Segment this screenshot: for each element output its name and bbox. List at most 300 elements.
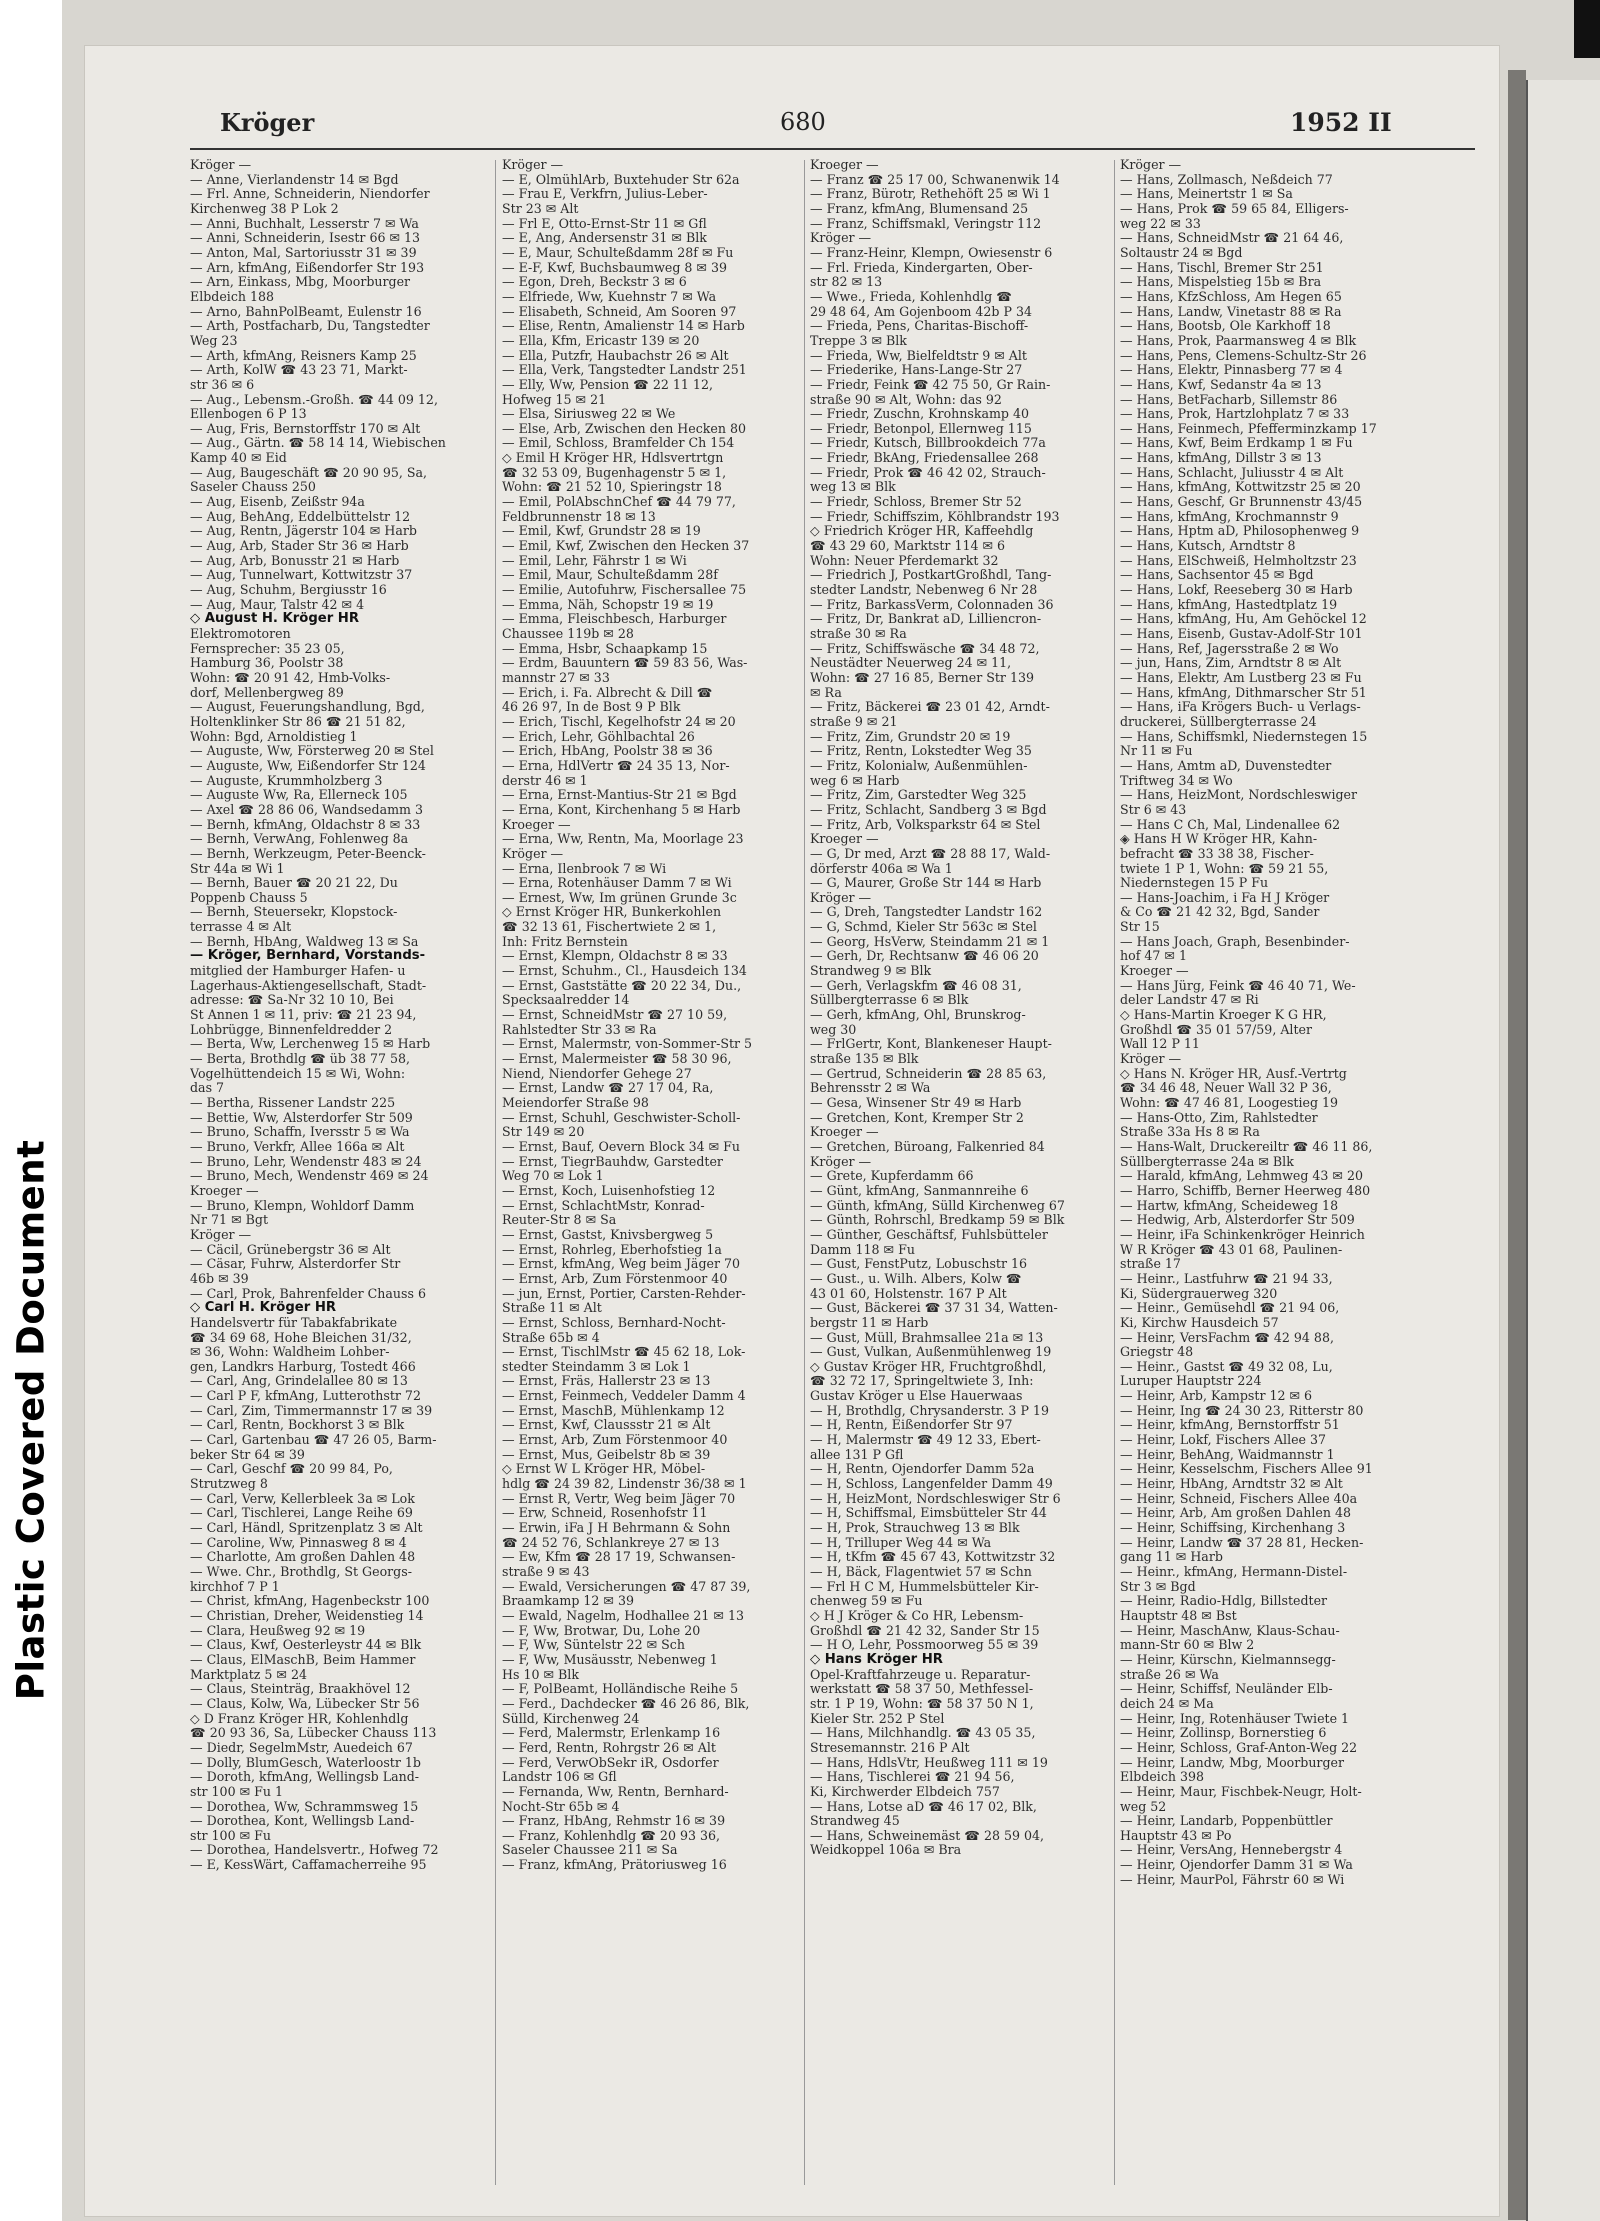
directory-entry: — Georg, HsVerw, Steindamm 21 ✉ 1 (810, 934, 1050, 949)
directory-entry: — Ella, Putzfr, Haubachstr 26 ✉ Alt (502, 348, 729, 363)
directory-entry: ◇ Gustav Kröger HR, Fruchtgroßhdl, (810, 1359, 1047, 1374)
directory-entry: — Axel ☎ 28 86 06, Wandsedamm 3 (190, 802, 423, 817)
directory-entry: Landstr 106 ✉ Gfl (502, 1770, 617, 1785)
directory-entry: — Hans, kfmAng, Dithmarscher Str 51 (1120, 685, 1367, 700)
directory-entry: — Günther, Geschäftsf, Fuhlsbütteler (810, 1227, 1048, 1242)
directory-entry: — Hans, Elektr, Am Lustberg 23 ✉ Fu (1120, 670, 1362, 685)
directory-entry: Kirchenweg 38 P Lok 2 (190, 201, 339, 216)
directory-entry: — Ernst, Klempn, Oldachstr 8 ✉ 33 (502, 949, 728, 964)
directory-entry: — Hans, Kwf, Beim Erdkamp 1 ✉ Fu (1120, 436, 1353, 451)
directory-entry: chenweg 59 ✉ Fu (810, 1594, 923, 1609)
directory-entry: — Franz-Heinr, Klempn, Owiesenstr 6 (810, 245, 1053, 260)
directory-entry: str 82 ✉ 13 (810, 275, 883, 290)
directory-entry: — Aug, Fris, Bernstorffstr 170 ✉ Alt (190, 421, 421, 436)
directory-entry: ◈ Hans H W Kröger HR, Kahn- (1120, 832, 1318, 847)
directory-entry: — Aug, BehAng, Eddelbüttelstr 12 (190, 509, 411, 524)
directory-entry: — Emil, PolAbschnChef ☎ 44 79 77, (502, 495, 736, 510)
directory-entry: — Erna, Kont, Kirchenhang 5 ✉ Harb (502, 802, 741, 817)
directory-entry: — Anni, Buchhalt, Lesserstr 7 ✉ Wa (190, 216, 419, 231)
directory-entry: — E, KessWärt, Caffamacherreihe 95 (190, 1858, 427, 1873)
directory-entry: — Heinr, Maur, Fischbek-Neugr, Holt- (1120, 1784, 1362, 1799)
directory-entry: Braamkamp 12 ✉ 39 (502, 1594, 634, 1609)
directory-entry: — Friedr, Betonpol, Ellernweg 115 (810, 421, 1032, 436)
directory-entry: — Heinr, Arb, Kampstr 12 ✉ 6 (1120, 1389, 1313, 1404)
directory-entry: — Gerh, Verlagskfm ☎ 46 08 31, (810, 978, 1022, 993)
directory-entry: — Auguste Ww, Ra, Ellerneck 105 (190, 788, 408, 803)
directory-entry: Lagerhaus-Aktiengesellschaft, Stadt- (190, 978, 427, 993)
directory-entry: — Hans, kfmAng, Krochmannstr 9 (1120, 509, 1339, 524)
directory-entry: — Anton, Mal, Sartoriusstr 31 ✉ 39 (190, 245, 417, 260)
directory-entry: ◇ Carl H. Kröger HR (190, 1301, 337, 1316)
directory-entry: — Heinr, VersAng, Hennebergstr 4 (1120, 1843, 1343, 1858)
directory-entry: — Ernst R, Vertr, Weg beim Jäger 70 (502, 1491, 736, 1506)
directory-entry: — Frau E, Verkfrn, Julius-Leber- (502, 187, 708, 202)
directory-entry: — Hedwig, Arb, Alsterdorfer Str 509 (1120, 1213, 1355, 1228)
directory-entry: — Bruno, Klempn, Wohldorf Damm (190, 1198, 415, 1213)
directory-entry: — Claus, ElMaschB, Beim Hammer (190, 1652, 416, 1667)
directory-entry: — Aug., Gärtn. ☎ 58 14 14, Wiebischen (190, 436, 446, 451)
directory-entry: ☎ 34 69 68, Hohe Bleichen 31/32, (190, 1330, 412, 1345)
directory-entry: Kröger — (810, 1154, 872, 1169)
directory-entry: — Arno, BahnPolBeamt, Eulenstr 16 (190, 304, 422, 319)
directory-entry: — Frieda, Pens, Charitas-Bischoff- (810, 319, 1029, 334)
directory-entry: Wohn: ☎ 21 52 10, Spieringstr 18 (502, 480, 722, 495)
directory-entry: Ki, Kirchwerder Elbdeich 757 (810, 1784, 1000, 1799)
directory-entry: — H, tKfm ☎ 45 67 43, Kottwitzstr 32 (810, 1550, 1056, 1565)
directory-entry: — Franz, Bürotr, Rethehöft 25 ✉ Wi 1 (810, 187, 1051, 202)
directory-entry: — Gust, Vulkan, Außenmühlenweg 19 (810, 1345, 1052, 1360)
directory-entry: ☎ 32 13 61, Fischertwiete 2 ✉ 1, (502, 920, 717, 935)
side-stamp-strip (0, 0, 62, 2221)
column-rule (495, 160, 496, 2185)
directory-entry: — Emil, Schloss, Bramfelder Ch 154 (502, 436, 735, 451)
directory-entry: — Fritz, BarkassVerm, Colonnaden 36 (810, 597, 1054, 612)
directory-entry: — Hartw, kfmAng, Scheideweg 18 (1120, 1198, 1339, 1213)
directory-entry: — Friedr, Schloss, Bremer Str 52 (810, 495, 1022, 510)
directory-entry: — Ernest, Ww, Im grünen Grunde 3c (502, 890, 737, 905)
directory-entry: — Bernh, Werkzeugm, Peter-Beenck- (190, 846, 426, 861)
directory-column-2 (502, 158, 794, 2198)
directory-entry: — Heinr., kfmAng, Hermann-Distel- (1120, 1565, 1348, 1579)
directory-entry: befracht ☎ 33 38 38, Fischer- (1120, 846, 1314, 861)
directory-entry: — Ernst, Koch, Luisenhofstieg 12 (502, 1183, 716, 1198)
directory-entry: — Heinr, Schiffsing, Kirchenhang 3 (1120, 1521, 1346, 1536)
directory-entry: — Hans, Geschf, Gr Brunnenstr 43/45 (1120, 495, 1363, 510)
directory-entry: — Hans, kfmAng, Dillstr 3 ✉ 13 (1120, 451, 1322, 466)
directory-entry: — Aug, Schuhm, Bergiusstr 16 (190, 583, 387, 598)
directory-entry: — Hans, Bootsb, Ole Karkhoff 18 (1120, 319, 1331, 334)
directory-entry: Kroeger — (810, 158, 879, 172)
directory-entry: straße 9 ✉ 43 (502, 1565, 590, 1579)
directory-entry: — Hans, iFa Krögers Buch- u Verlags- (1120, 700, 1361, 715)
directory-entry: dörferstr 406a ✉ Wa 1 (810, 861, 953, 876)
directory-entry: — Hans, ElSchweiß, Helmholtzstr 23 (1120, 553, 1357, 568)
directory-entry: — Elly, Ww, Pension ☎ 22 11 12, (502, 377, 713, 392)
directory-entry: — Else, Arb, Zwischen den Hecken 80 (502, 421, 747, 436)
directory-entry: — Friedr, Prok ☎ 46 42 02, Strauch- (810, 465, 1046, 480)
directory-entry: — Aug, Maur, Talstr 42 ✉ 4 (190, 597, 365, 612)
directory-entry: — Hans, Meinertstr 1 ✉ Sa (1120, 187, 1293, 202)
directory-entry: — Ferd, Rentn, Rohrgstr 26 ✉ Alt (502, 1740, 716, 1755)
directory-entry: — Anne, Vierlandenstr 14 ✉ Bgd (190, 172, 399, 187)
directory-entry: — Heinr, Kesselschm, Fischers Allee 91 (1120, 1462, 1373, 1477)
directory-entry: Poppenb Chauss 5 (190, 890, 308, 905)
directory-entry: — Charlotte, Am großen Dahlen 48 (190, 1550, 416, 1565)
directory-entry: 46b ✉ 39 (190, 1271, 249, 1286)
directory-entry: — Hans, KfzSchloss, Am Hegen 65 (1120, 289, 1342, 304)
directory-entry: — Ernst, kfmAng, Weg beim Jäger 70 (502, 1257, 741, 1272)
directory-entry: — Frl. Frieda, Kindergarten, Ober- (810, 260, 1033, 275)
directory-column-4 (1120, 158, 1412, 2198)
directory-column-3 (810, 158, 1102, 2198)
directory-entry: Fernsprecher: 35 23 05, (190, 641, 345, 656)
directory-entry: — Berta, Ww, Lerchenweg 15 ✉ Harb (190, 1037, 431, 1052)
directory-entry: ◇ Hans-Martin Kroeger K G HR, (1120, 1008, 1327, 1023)
directory-entry: — Ella, Verk, Tangstedter Landstr 251 (502, 363, 747, 378)
directory-entry: Elektromotoren (190, 627, 291, 641)
directory-entry: — August, Feuerungshandlung, Bgd, (190, 700, 425, 715)
directory-entry: — Aug, Tunnelwart, Kottwitzstr 37 (190, 568, 413, 583)
directory-entry: Chaussee 119b ✉ 28 (502, 627, 634, 641)
directory-entry: Soltaustr 24 ✉ Bgd (1120, 245, 1243, 260)
directory-entry: dorf, Mellenbergweg 89 (190, 685, 344, 700)
directory-entry: ◇ Hans N. Kröger HR, Ausf.-Vertrtg (1120, 1066, 1347, 1081)
directory-entry: — Fritz, Schiffswäsche ☎ 34 48 72, (810, 641, 1040, 656)
directory-entry: — Erwin, iFa J H Behrmann & Sohn (502, 1521, 731, 1536)
directory-entry: — Heinr, MaschAnw, Klaus-Schau- (1120, 1623, 1340, 1638)
directory-entry: kirchhof 7 P 1 (190, 1579, 280, 1594)
directory-entry: Nr 71 ✉ Bgt (190, 1213, 269, 1228)
directory-entry: — Fritz, Schlacht, Sandberg 3 ✉ Bgd (810, 802, 1047, 817)
directory-entry: 29 48 64, Am Gojenboom 42b P 34 (810, 304, 1033, 319)
directory-entry: — Arth, KolW ☎ 43 23 71, Markt- (190, 363, 408, 378)
directory-entry: — Hans, Prok, Hartzlohplatz 7 ✉ 33 (1120, 407, 1350, 422)
directory-entry: — Heinr, Kürschn, Kielmannsegg- (1120, 1652, 1336, 1667)
directory-entry: — E, Ang, Andersenstr 31 ✉ Blk (502, 231, 707, 246)
directory-entry: allee 131 P Gfl (810, 1447, 904, 1462)
directory-entry: Kröger — (810, 890, 872, 905)
directory-entry: ☎ 20 93 36, Sa, Lübecker Chauss 113 (190, 1726, 437, 1741)
directory-entry: — Bernh, Bauer ☎ 20 21 22, Du (190, 876, 398, 891)
directory-entry: Kroeger — (810, 1125, 879, 1140)
directory-entry: — Frieda, Ww, Bielfeldtstr 9 ✉ Alt (810, 348, 1027, 363)
directory-entry: — Claus, Kolw, Wa, Lübecker Str 56 (190, 1696, 420, 1711)
directory-entry: str 100 ✉ Fu (190, 1828, 271, 1843)
directory-entry: Süllbergterrasse 24a ✉ Blk (1120, 1154, 1294, 1169)
directory-entry: Ki, Südergrauerweg 320 (1120, 1286, 1278, 1301)
directory-entry: Wall 12 P 11 (1120, 1037, 1200, 1052)
directory-entry: — Ew, Kfm ☎ 28 17 19, Schwansen- (502, 1550, 736, 1565)
directory-entry: — Heinr., Gemüsehdl ☎ 21 94 06, (1120, 1301, 1340, 1316)
directory-entry: — Erw, Schneid, Rosenhofstr 11 (502, 1506, 708, 1521)
directory-entry: — Fritz, Bäckerei ☎ 23 01 42, Arndt- (810, 700, 1050, 715)
directory-entry: — H, Brothdlg, Chrysanderstr. 3 P 19 (810, 1403, 1049, 1418)
directory-entry: — Erna, Ilenbrook 7 ✉ Wi (502, 861, 667, 876)
directory-entry: — F, PolBeamt, Holländische Reihe 5 (502, 1682, 739, 1697)
directory-entry: 46 26 97, In de Bost 9 P Blk (502, 700, 681, 715)
directory-entry: — Hans, SchneidMstr ☎ 21 64 46, (1120, 231, 1344, 246)
directory-entry: — Hans, Schlacht, Juliusstr 4 ✉ Alt (1120, 465, 1344, 480)
directory-entry: — Doroth, kfmAng, Wellingsb Land- (190, 1770, 420, 1785)
directory-entry: — Auguste, Krummholzberg 3 (190, 773, 383, 788)
directory-entry: — FrlGertr, Kont, Blankeneser Haupt- (810, 1037, 1052, 1052)
directory-entry: — Aug, Baugeschäft ☎ 20 90 95, Sa, (190, 465, 428, 480)
directory-entry: — Gust., u. Wilh. Albers, Kolw ☎ (810, 1271, 1022, 1286)
directory-entry: — Gust, Bäckerei ☎ 37 31 34, Watten- (810, 1301, 1058, 1316)
directory-entry: — Ernst, Mus, Geibelstr 8b ✉ 39 (502, 1447, 711, 1462)
directory-entry: straße 135 ✉ Blk (810, 1052, 919, 1067)
directory-entry: Sülld, Kirchenweg 24 (502, 1711, 640, 1726)
directory-entry: — Gertrud, Schneiderin ☎ 28 85 63, (810, 1066, 1047, 1081)
directory-entry: Weg 70 ✉ Lok 1 (502, 1169, 604, 1184)
directory-entry: Reuter-Str 8 ✉ Sa (502, 1213, 617, 1228)
directory-entry: — Carl, Zim, Timmermannstr 17 ✉ 39 (190, 1403, 433, 1418)
directory-entry: — Hans Joach, Graph, Besenbinder- (1120, 934, 1350, 949)
directory-entry: stedter Steindamm 3 ✉ Lok 1 (502, 1359, 691, 1374)
directory-entry: — Aug, Arb, Stader Str 36 ✉ Harb (190, 539, 409, 554)
directory-entry: — Fritz, Zim, Grundstr 20 ✉ 19 (810, 729, 1011, 744)
column-rule (804, 160, 805, 2185)
plastic-covered-stamp: Plastic Covered Document (9, 1139, 53, 1701)
directory-entry: — Carl, Händl, Spritzenplatz 3 ✉ Alt (190, 1521, 423, 1536)
directory-entry: — Emil, Maur, Schulteßdamm 28f (502, 568, 718, 583)
directory-entry: bergstr 11 ✉ Harb (810, 1315, 929, 1330)
directory-entry: Strandweg 45 (810, 1814, 900, 1829)
directory-entry: Weidkoppel 106a ✉ Bra (810, 1843, 962, 1858)
directory-entry: — Hans, kfmAng, Hu, Am Gehöckel 12 (1120, 612, 1367, 627)
directory-entry: — Grete, Kupferdamm 66 (810, 1169, 974, 1184)
directory-entry: — Hans, Tischl, Bremer Str 251 (1120, 260, 1324, 275)
directory-entry: hof 47 ✉ 1 (1120, 949, 1187, 964)
directory-entry: — Friedrich J, PostkartGroßhdl, Tang- (810, 568, 1052, 583)
directory-entry: Kröger — (1120, 1052, 1182, 1067)
directory-entry: Luruper Hauptstr 224 (1120, 1374, 1262, 1389)
directory-entry: — Arn, kfmAng, Eißendorfer Str 193 (190, 260, 425, 275)
directory-entry: Str 149 ✉ 20 (502, 1125, 585, 1140)
directory-entry: Saseler Chaussee 211 ✉ Sa (502, 1843, 678, 1858)
directory-entry: Str 15 (1120, 920, 1160, 935)
directory-entry: — Erich, Lehr, Göhlbachtal 26 (502, 729, 695, 744)
directory-entry: — F, Ww, Brotwar, Du, Lohe 20 (502, 1623, 701, 1638)
directory-entry: — Heinr, Landw ☎ 37 28 81, Hecken- (1120, 1535, 1364, 1550)
directory-entry: Wohn: Neuer Pferdemarkt 32 (810, 553, 999, 568)
directory-entry: — Claus, Steinträg, Braakhövel 12 (190, 1682, 411, 1697)
directory-entry: — H, Bäck, Flagentwiet 57 ✉ Schn (810, 1565, 1032, 1579)
directory-entry: Wohn: ☎ 47 46 81, Loogestieg 19 (1120, 1096, 1339, 1110)
directory-entry: — Ernst, Schuhl, Geschwister-Scholl- (502, 1110, 741, 1125)
directory-entry: — Emma, Hsbr, Schaapkamp 15 (502, 641, 708, 656)
directory-entry: Str 44a ✉ Wi 1 (190, 861, 285, 876)
directory-entry: — Carl, Tischlerei, Lange Reihe 69 (190, 1506, 413, 1521)
directory-entry: — Bettie, Ww, Alsterdorfer Str 509 (190, 1110, 413, 1125)
directory-entry: — Heinr, Ing, Rotenhäuser Twiete 1 (1120, 1711, 1350, 1726)
directory-entry: — E-F, Kwf, Buchsbaumweg 8 ✉ 39 (502, 260, 727, 275)
directory-entry: — Frl H C M, Hummelsbütteler Kir- (810, 1579, 1039, 1594)
directory-entry: — F, Ww, Musäusstr, Nebenweg 1 (502, 1652, 718, 1667)
directory-entry: Kroeger — (1120, 964, 1189, 979)
directory-entry: Saseler Chauss 250 (190, 480, 316, 495)
book-gutter (1508, 70, 1526, 2220)
directory-entry: — Ferd, Malermstr, Erlenkamp 16 (502, 1726, 721, 1741)
directory-entry: — H, Trilluper Weg 44 ✉ Wa (810, 1535, 992, 1550)
directory-entry: mannstr 27 ✉ 33 (502, 670, 610, 685)
directory-entry: — Clara, Heußweg 92 ✉ 19 (190, 1623, 366, 1638)
directory-entry: — Ernst, Fräs, Hallerstr 23 ✉ 13 (502, 1374, 711, 1389)
directory-entry: — Hans, Eisenb, Gustav-Adolf-Str 101 (1120, 627, 1363, 641)
directory-entry: str. 1 P 19, Wohn: ☎ 58 37 50 N 1, (810, 1696, 1034, 1711)
directory-entry: — Heinr, Radio-Hdlg, Billstedter (1120, 1594, 1328, 1609)
directory-entry: — Günth, Rohrschl, Bredkamp 59 ✉ Blk (810, 1213, 1065, 1228)
directory-entry: Straße 11 ✉ Alt (502, 1301, 602, 1316)
scan-corner (1574, 0, 1600, 58)
directory-entry: Str 23 ✉ Alt (502, 201, 579, 216)
directory-entry: — Gesa, Winsener Str 49 ✉ Harb (810, 1096, 1022, 1110)
directory-entry: — jun, Ernst, Portier, Carsten-Rehder- (502, 1286, 746, 1301)
directory-entry: deler Landstr 47 ✉ Ri (1120, 993, 1259, 1008)
directory-entry: — H, Rentn, Eißendorfer Str 97 (810, 1418, 1013, 1433)
directory-entry: Handelsvertr für Tabakfabrikate (190, 1315, 398, 1330)
directory-entry: — Frl. Anne, Schneiderin, Niendorfer (190, 187, 430, 202)
directory-entry: — Bruno, Schaffn, Iversstr 5 ✉ Wa (190, 1125, 410, 1140)
directory-entry: Griegstr 48 (1120, 1345, 1194, 1360)
directory-entry: — Hans, kfmAng, Hastedtplatz 19 (1120, 597, 1338, 612)
directory-entry: — G, Schmd, Kieler Str 563c ✉ Stel (810, 920, 1037, 935)
directory-entry: — Franz, Schiffsmakl, Veringstr 112 (810, 216, 1042, 231)
directory-entry: weg 52 (1120, 1799, 1167, 1814)
directory-entry: gang 11 ✉ Harb (1120, 1550, 1223, 1565)
directory-entry: Kroeger — (810, 832, 879, 847)
directory-entry: — Bernh, Steuersekr, Klopstock- (190, 905, 398, 920)
directory-entry: Großhdl ☎ 21 42 32, Sander Str 15 (810, 1623, 1040, 1638)
directory-entry: — Erna, HdlVertr ☎ 24 35 13, Nor- (502, 758, 730, 773)
directory-entry: — Heinr, Ing ☎ 24 30 23, Ritterstr 80 (1120, 1403, 1364, 1418)
column-rule (1114, 160, 1115, 2185)
directory-entry: Feldbrunnenstr 18 ✉ 13 (502, 509, 656, 524)
directory-entry: — Bruno, Lehr, Wendenstr 483 ✉ 24 (190, 1154, 422, 1169)
directory-entry: — Hans, Kwf, Sedanstr 4a ✉ 13 (1120, 377, 1322, 392)
directory-entry: — G, Dr med, Arzt ☎ 28 88 17, Wald- (810, 846, 1051, 861)
directory-entry: — Heinr, Schiffsf, Neuländer Elb- (1120, 1682, 1333, 1697)
directory-entry: — Hans, Hptm aD, Philosophenweg 9 (1120, 524, 1360, 539)
directory-entry: — H, Prok, Strauchweg 13 ✉ Blk (810, 1521, 1020, 1536)
directory-entry: mitglied der Hamburger Hafen- u (190, 964, 406, 979)
directory-entry: Marktplatz 5 ✉ 24 (190, 1667, 308, 1682)
directory-entry: Neustädter Neuerweg 24 ✉ 11, (810, 656, 1012, 671)
directory-entry: — jun, Hans, Zim, Arndtstr 8 ✉ Alt (1120, 656, 1342, 671)
directory-entry: — Dorothea, Handelsvertr., Hofweg 72 (190, 1843, 439, 1858)
directory-entry: Ki, Kirchw Hausdeich 57 (1120, 1315, 1279, 1330)
directory-entry: Kröger — (1120, 158, 1182, 172)
directory-entry: — Hans, Zollmasch, Neßdeich 77 (1120, 172, 1333, 187)
directory-entry: — Heinr, HbAng, Arndtstr 32 ✉ Alt (1120, 1477, 1343, 1492)
directory-entry: ☎ 34 46 48, Neuer Wall 32 P 36, (1120, 1081, 1332, 1096)
directory-entry: Rahlstedter Str 33 ✉ Ra (502, 1022, 657, 1037)
directory-entry: Niedernstegen 15 P Fu (1120, 876, 1269, 891)
running-head-name: Kröger (220, 108, 315, 137)
directory-entry: — Ella, Kfm, Ericastr 139 ✉ 20 (502, 333, 700, 348)
directory-entry: — H, Schiffsmal, Eimsbütteler Str 44 (810, 1506, 1047, 1521)
directory-entry: — Aug, Eisenb, Zeißstr 94a (190, 495, 365, 510)
directory-entry: ☎ 32 72 17, Springeltwiete 3, Inh: (810, 1374, 1034, 1389)
directory-entry: — Dolly, BlumGesch, Waterloostr 1b (190, 1755, 421, 1770)
directory-entry: — Bruno, Mech, Wendenstr 469 ✉ 24 (190, 1169, 429, 1184)
directory-entry: — Heinr, Schloss, Graf-Anton-Weg 22 (1120, 1740, 1358, 1755)
directory-entry: — Emil, Lehr, Fährstr 1 ✉ Wi (502, 553, 687, 568)
directory-entry: — Günt, kfmAng, Sanmannreihe 6 (810, 1183, 1029, 1198)
directory-entry: — Emilie, Autofuhrw, Fischersallee 75 (502, 583, 747, 598)
directory-entry: — Arth, kfmAng, Reisners Kamp 25 (190, 348, 417, 363)
directory-entry: — G, Dreh, Tangstedter Landstr 162 (810, 905, 1043, 920)
directory-entry: — Emil, Kwf, Grundstr 28 ✉ 19 (502, 524, 701, 539)
directory-entry: — Auguste, Ww, Eißendorfer Str 124 (190, 758, 426, 773)
directory-entry: — Ernst, Arb, Zum Förstenmoor 40 (502, 1433, 728, 1448)
directory-entry: — H, Rentn, Ojendorfer Damm 52a (810, 1462, 1035, 1477)
directory-entry: — Cäsar, Fuhrw, Alsterdorfer Str (190, 1257, 401, 1272)
directory-entry: Hauptstr 43 ✉ Po (1120, 1828, 1232, 1843)
directory-entry: — Hans-Otto, Zim, Rahlstedter (1120, 1110, 1318, 1125)
directory-entry: — Ernst, Schloss, Bernhard-Nocht- (502, 1315, 726, 1330)
directory-entry: Nr 11 ✉ Fu (1120, 744, 1193, 759)
directory-entry: Süllbergterrasse 6 ✉ Blk (810, 993, 969, 1008)
directory-entry: — Christ, kfmAng, Hagenbeckstr 100 (190, 1594, 430, 1609)
directory-entry: — Arth, Postfacharb, Du, Tangstedter (190, 319, 430, 334)
directory-entry: — Heinr, Ojendorfer Damm 31 ✉ Wa (1120, 1858, 1353, 1873)
directory-entry: Kroeger — (502, 817, 571, 832)
directory-entry: — Franz, kfmAng, Prätoriusweg 16 (502, 1858, 727, 1873)
directory-entry: — Hans, Sachsentor 45 ✉ Bgd (1120, 568, 1314, 583)
directory-entry: — Heinr., Gastst ☎ 49 32 08, Lu, (1120, 1359, 1333, 1374)
directory-entry: Ellenbogen 6 P 13 (190, 407, 307, 422)
directory-entry: Meiendorfer Straße 98 (502, 1096, 649, 1110)
directory-entry: — Hans, Amtm aD, Duvenstedter (1120, 758, 1332, 773)
directory-entry: ☎ 43 29 60, Marktstr 114 ✉ 6 (810, 539, 1006, 554)
directory-entry: — Elisabeth, Schneid, Am Sooren 97 (502, 304, 737, 319)
directory-entry: ◇ August H. Kröger HR (190, 612, 359, 627)
directory-entry: & Co ☎ 21 42 32, Bgd, Sander (1120, 905, 1320, 920)
directory-entry: — Bernh, HbAng, Waldweg 13 ✉ Sa (190, 934, 419, 949)
directory-entry: Hauptstr 48 ✉ Bst (1120, 1608, 1237, 1623)
directory-entry: — Erdm, Bauuntern ☎ 59 83 56, Was- (502, 656, 748, 671)
directory-entry: Wohn: ☎ 20 91 42, Hmb-Volks- (190, 670, 391, 685)
directory-entry: — Ewald, Versicherungen ☎ 47 87 39, (502, 1579, 751, 1594)
directory-entry: Str 3 ✉ Bgd (1120, 1579, 1196, 1594)
directory-entry: — Fritz, Zim, Garstedter Weg 325 (810, 788, 1027, 803)
directory-entry: — Hans, Ref, Jagersstraße 2 ✉ Wo (1120, 641, 1339, 656)
directory-entry: — Anni, Schneiderin, Isestr 66 ✉ 13 (190, 231, 421, 246)
directory-entry: — Fritz, Rentn, Lokstedter Weg 35 (810, 744, 1032, 759)
directory-entry: — E, Maur, Schulteßdamm 28f ✉ Fu (502, 245, 734, 260)
directory-entry: — Dorothea, Ww, Schrammsweg 15 (190, 1799, 419, 1814)
directory-entry: Kröger — (502, 158, 564, 172)
directory-entry: Damm 118 ✉ Fu (810, 1242, 915, 1257)
directory-entry: straße 90 ✉ Alt, Wohn: das 92 (810, 392, 1002, 407)
directory-entry: — Heinr, VersFachm ☎ 42 94 88, (1120, 1330, 1334, 1345)
directory-entry: Str 6 ✉ 43 (1120, 802, 1187, 817)
directory-entry: — Friedr, Schiffszim, Köhlbrandstr 193 (810, 509, 1060, 524)
directory-entry: — Emil, Kwf, Zwischen den Hecken 37 (502, 539, 750, 554)
directory-entry: deich 24 ✉ Ma (1120, 1696, 1214, 1711)
directory-entry: ◇ Ernst W L Kröger HR, Möbel- (502, 1462, 706, 1477)
directory-entry: — Carl P F, kfmAng, Lutterothstr 72 (190, 1389, 421, 1404)
directory-entry: Stresemannstr. 216 P Alt (810, 1740, 970, 1755)
directory-entry: Nocht-Str 65b ✉ 4 (502, 1799, 620, 1814)
directory-entry: — Bernh, VerwAng, Fohlenweg 8a (190, 832, 409, 847)
directory-entry: — Hans, Prok ☎ 59 65 84, Elligers- (1120, 201, 1349, 216)
directory-entry: — Carl, Ang, Grindelallee 80 ✉ 13 (190, 1374, 408, 1389)
directory-entry: Hs 10 ✉ Blk (502, 1667, 579, 1682)
directory-entry: — Ewald, Nagelm, Hodhallee 21 ✉ 13 (502, 1608, 745, 1623)
directory-entry: — Hans, kfmAng, Kottwitzstr 25 ✉ 20 (1120, 480, 1361, 495)
